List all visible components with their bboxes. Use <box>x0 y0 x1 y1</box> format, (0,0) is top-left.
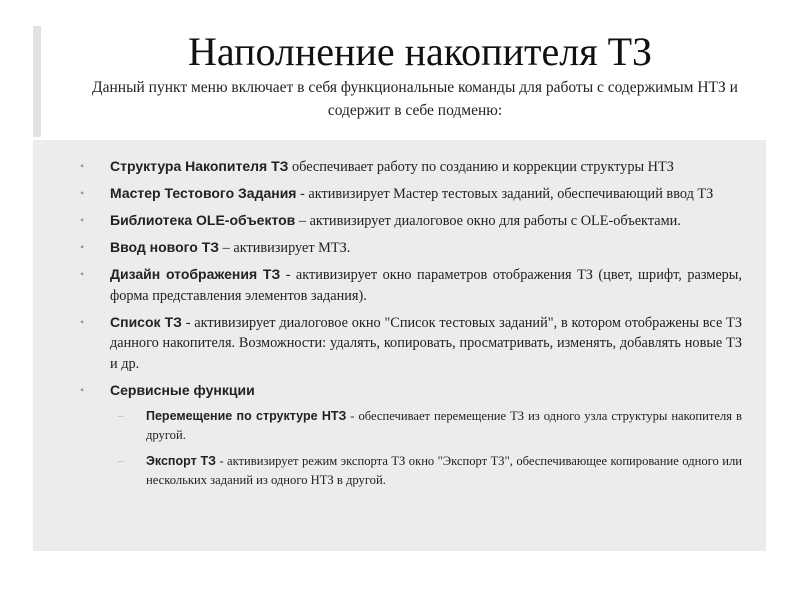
item-text: – активизирует МТЗ. <box>219 240 351 256</box>
item-term: Дизайн отображения ТЗ <box>110 266 281 282</box>
subitem-text: - активизирует режим экспорта ТЗ окно "Экспорт ТЗ", обеспечивающее копирование одного или нескольких заданий из одного НТЗ в другой. <box>146 453 742 487</box>
list-item <box>80 264 742 306</box>
bullet-list <box>80 156 742 497</box>
slide-subtitle: Данный пункт меню включает в себя функциональные команды для работы с содержимым НТЗ и содержит в себе подменю: <box>92 79 738 119</box>
item-term: Структура Накопителя ТЗ <box>110 158 289 174</box>
item-text: - активизирует окно параметров отображения ТЗ (цвет, шрифт, размеры, форма представления элементов задания). <box>110 267 742 304</box>
subitem-term: Перемещение по структуре НТЗ <box>146 408 347 423</box>
item-term: Мастер Тестового Задания <box>110 185 297 201</box>
list-item <box>80 380 742 402</box>
sub-list-item <box>80 452 742 491</box>
list-item <box>80 210 742 232</box>
item-term: Сервисные функции <box>110 381 255 398</box>
item-text: - активизирует Мастер тестовых заданий, обеспечивающий ввод ТЗ <box>296 186 714 202</box>
item-text: - активизирует диалоговое окно "Список тестовых заданий", в котором отображены все ТЗ данного накопителя. Возможности: удалять, копировать, просматривать, изменять, добавлять новые ТЗ и др. <box>110 314 742 372</box>
item-term: Список ТЗ <box>110 313 182 330</box>
slide-title: Наполнение накопителя ТЗ <box>187 29 653 74</box>
list-item <box>80 237 742 259</box>
item-term: Библиотека OLE-объектов <box>110 212 296 228</box>
sub-list-item <box>80 407 742 446</box>
item-term: Ввод нового ТЗ <box>110 239 220 255</box>
item-text: обеспечивает работу по созданию и коррекции структуры НТЗ <box>288 159 674 175</box>
title-accent-bar <box>33 26 41 137</box>
list-item <box>80 183 742 205</box>
list-item <box>80 156 742 178</box>
item-text: – активизирует диалоговое окно для работы с OLE-объектами. <box>295 213 681 229</box>
subitem-term: Экспорт ТЗ <box>146 453 216 468</box>
sub-list <box>80 407 742 491</box>
list-item <box>80 312 742 375</box>
subitem-text: - обеспечивает перемещение ТЗ из одного узла структуры накопителя в другой. <box>146 408 742 442</box>
